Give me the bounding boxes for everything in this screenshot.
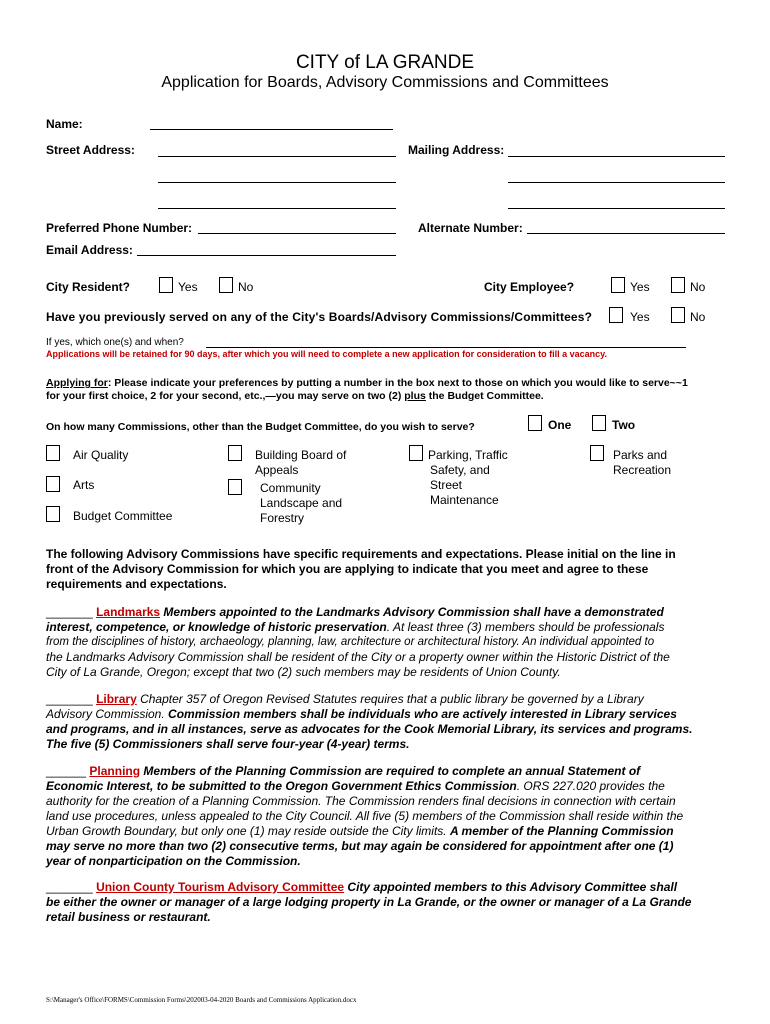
arts-label: Arts (73, 478, 95, 492)
employee-yes-checkbox[interactable] (611, 277, 625, 293)
how-many-label: On how many Commissions, other than the Budget Committee, do you wish to serve? (46, 421, 475, 433)
mailing-address-field-2[interactable] (508, 182, 725, 183)
air-quality-checkbox[interactable] (46, 445, 60, 461)
parking-traffic-label-2: Safety, and (430, 463, 490, 477)
community-landscape-checkbox[interactable] (228, 479, 242, 495)
tourism-line-2: be either the owner or manager of a large lodging property in La Grande, or the owner or manager of a La Grande (46, 895, 692, 909)
landmarks-text-1: Members appointed to the Landmarks Advisory Commission shall have a demonstrated (160, 605, 664, 619)
community-landscape-label-3: Forestry (260, 511, 305, 525)
landmarks-name: Landmarks (96, 605, 161, 619)
served-yes-checkbox[interactable] (609, 307, 623, 323)
planning-line-5 (46, 824, 674, 839)
library-text-1: Chapter 357 of Oregon Revised Statutes requires that a public library be governed by a Library (136, 692, 644, 706)
planning-initial-blank[interactable]: ______ (46, 764, 87, 778)
planning-text-2b: . ORS 227.020 provides the (516, 779, 665, 793)
resident-no-checkbox[interactable] (219, 277, 233, 293)
employee-no-checkbox[interactable] (671, 277, 685, 293)
served-yes-label: Yes (630, 310, 650, 324)
parking-traffic-label-1: Parking, Traffic (428, 448, 508, 462)
community-landscape-label-1: Community (260, 481, 321, 495)
alternate-number-field[interactable] (527, 233, 725, 234)
parks-recreation-label-2: Recreation (613, 463, 672, 477)
name-field[interactable] (150, 129, 393, 130)
employee-yes-label: Yes (630, 280, 650, 294)
landmarks-line-5: City of La Grande, Oregon; except that two (2) such members may be residents of Union County. (46, 665, 561, 679)
street-address-field-2[interactable] (158, 182, 396, 183)
applying-for-label: Applying for (46, 377, 108, 389)
planning-line-1 (46, 764, 640, 779)
planning-text-5a: Urban Growth Boundary, but only one (1) may reside outside the City limits. (46, 824, 450, 838)
parks-recreation-label-1: Parks and (613, 448, 668, 462)
requirements-intro-3: requirements and expectations. (46, 577, 227, 591)
applying-plus: plus (404, 390, 426, 402)
landmarks-line-2 (46, 620, 664, 635)
planning-text-1: Members of the Planning Commission are required to complete an annual Statement of (140, 764, 641, 778)
email-label: Email Address: (46, 243, 133, 257)
retention-notice: Applications will be retained for 90 days, after which you will need to complete a new application for consideration to fill a vacancy. (46, 349, 607, 359)
building-board-label-2: Appeals (255, 463, 299, 477)
served-no-label: No (690, 310, 706, 324)
air-quality-label: Air Quality (73, 448, 129, 462)
tourism-text-1: City appointed members to this Advisory Committee shall (344, 880, 678, 894)
building-board-label-1: Building Board of (255, 448, 347, 462)
parks-recreation-checkbox[interactable] (590, 445, 604, 461)
tourism-name: Union County Tourism Advisory Committee (96, 880, 345, 894)
street-address-field-3[interactable] (158, 208, 396, 209)
street-address-label: Street Address: (46, 143, 135, 157)
building-board-checkbox[interactable] (228, 445, 242, 461)
page-title: CITY of LA GRANDE (295, 52, 475, 73)
how-many-one-label: One (548, 418, 572, 432)
landmarks-line-1 (46, 605, 664, 620)
employee-no-label: No (690, 280, 706, 294)
library-line-3: and programs, and in all instances, serve as advocates for the Cook Memorial Library, its services and programs. (46, 722, 693, 736)
planning-line-7: year of nonparticipation on the Commission. (46, 854, 301, 868)
planning-line-2 (46, 779, 665, 794)
mailing-address-label: Mailing Address: (408, 143, 505, 157)
library-line-2 (46, 707, 677, 722)
applying-instructions-line2 (46, 390, 544, 402)
email-field[interactable] (137, 255, 396, 256)
landmarks-text-2a: interest, competence, or knowledge of historic preservation (46, 620, 387, 634)
planning-line-6: may serve no more than two (2) consecutive terms, but may again be considered for appointment after one (1) (46, 839, 674, 853)
resident-no-label: No (238, 280, 254, 294)
parking-traffic-label-3: Street (430, 478, 463, 492)
requirements-intro-1: The following Advisory Commissions have specific requirements and expectations. Please initial on the line in (46, 547, 676, 561)
how-many-two-checkbox[interactable] (592, 415, 606, 431)
budget-committee-label: Budget Committee (73, 509, 173, 523)
planning-name: Planning (89, 764, 141, 778)
preferred-phone-label: Preferred Phone Number: (46, 221, 193, 235)
applying-text-1: : Please indicate your preferences by putting a number in the box next to those on which you would like to serve~~1 (107, 377, 688, 389)
applying-instructions-line1 (46, 377, 688, 389)
planning-line-3: authority for the creation of a Planning Commission. The Commission renders final decisions in connection with certain (46, 794, 676, 808)
if-yes-label: If yes, which one(s) and when? (46, 337, 184, 348)
street-address-field[interactable] (158, 156, 396, 157)
landmarks-initial-blank[interactable]: _______ (46, 605, 93, 619)
library-name: Library (96, 692, 137, 706)
tourism-initial-blank[interactable]: _______ (46, 880, 93, 894)
how-many-two-label: Two (612, 418, 636, 432)
library-text-2a: Advisory Commission. (46, 707, 169, 721)
landmarks-line-3: from the disciplines of history, archaeology, planning, law, architecture or architectural history. An individual appointed to (46, 636, 655, 648)
how-many-one-checkbox[interactable] (528, 415, 542, 431)
arts-checkbox[interactable] (46, 476, 60, 492)
page-subtitle: Application for Boards, Advisory Commissions and Committees (161, 74, 609, 91)
library-line-1 (46, 692, 644, 707)
community-landscape-label-2: Landscape and (260, 496, 343, 510)
name-label: Name: (46, 117, 83, 131)
preferred-phone-field[interactable] (198, 233, 396, 234)
library-line-4: The five (5) Commissioners shall serve four-year (4-year) terms. (46, 737, 410, 751)
library-text-2b: Commission members shall be individuals who are actively interested in Library services (168, 707, 677, 721)
planning-text-2a: Economic Interest, to be submitted to the Oregon Government Ethics Commission (46, 779, 517, 793)
mailing-address-field-3[interactable] (508, 208, 725, 209)
footer-file-path: S:\Manager's Office\FORMS\Commission Forms\202003-04-2020 Boards and Commissions Application.docx (46, 996, 357, 1004)
planning-text-5b: A member of the Planning Commission (449, 824, 674, 838)
applying-text-2a: for your first choice, 2 for your second, etc.,—you may serve on two (2) (46, 390, 405, 402)
parking-traffic-checkbox[interactable] (409, 445, 423, 461)
applying-text-2b: the Budget Committee. (425, 390, 544, 402)
budget-committee-checkbox[interactable] (46, 506, 60, 522)
alternate-number-label: Alternate Number: (418, 221, 523, 235)
parking-traffic-label-4: Maintenance (430, 493, 499, 507)
tourism-line-3: retail business or restaurant. (46, 910, 211, 924)
served-no-checkbox[interactable] (671, 307, 685, 323)
resident-yes-label: Yes (178, 280, 198, 294)
library-initial-blank[interactable]: _______ (46, 692, 93, 706)
if-yes-field[interactable] (206, 347, 686, 348)
landmarks-line-4: the Landmarks Advisory Commission shall be resident of the City or a property owner within the Historic District of the (46, 650, 670, 664)
landmarks-text-2b: . At least three (3) members should be professionals (386, 620, 665, 634)
requirements-intro-2: front of the Advisory Commission for which you are applying to indicate that you meet and agree to these (46, 562, 649, 576)
resident-yes-checkbox[interactable] (159, 277, 173, 293)
tourism-line-1 (46, 880, 677, 895)
previously-served-label: Have you previously served on any of the City's Boards/Advisory Commissions/Committees? (46, 310, 593, 324)
city-employee-label: City Employee? (484, 280, 575, 294)
planning-line-4: land use procedures, unless appealed to the City Council. All five (5) members of the Commission shall reside within the (46, 809, 684, 823)
mailing-address-field[interactable] (508, 156, 725, 157)
city-resident-label: City Resident? (46, 280, 131, 294)
